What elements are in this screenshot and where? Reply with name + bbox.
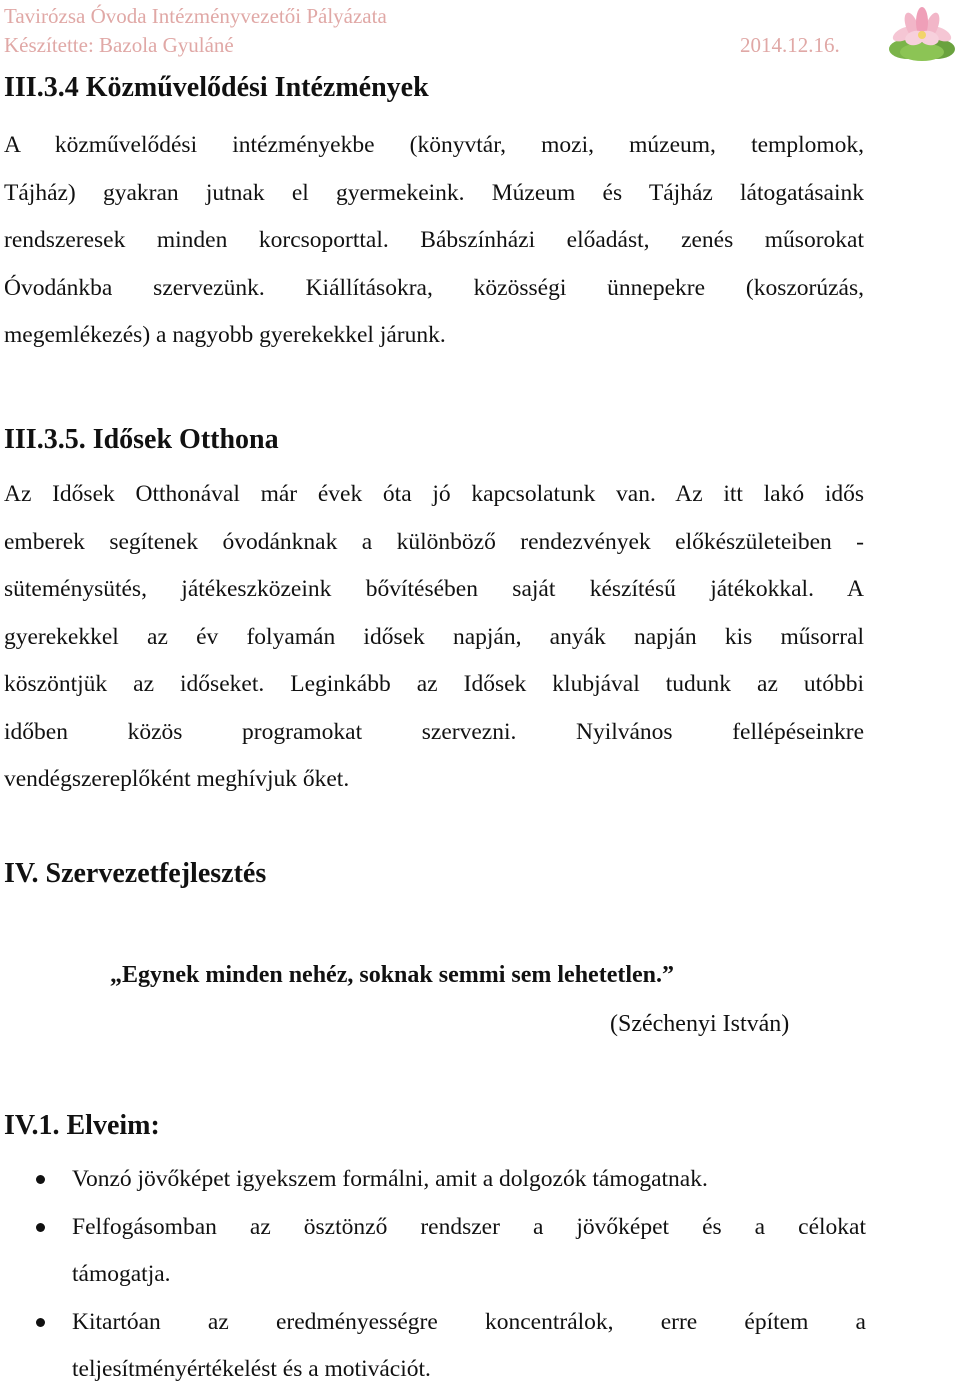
section-heading-elveim: IV.1. Elveim: [4,1110,160,1141]
paragraph-line: időben közös programokat szervezni. Nyilvános fellépéseinkre [4,718,864,745]
paragraph-line: vendégszereplőként meghívjuk őket. [4,766,350,792]
list-item-line: Kitartóan az eredményességre koncentrálok, erre építem a [72,1308,866,1335]
list-item [0,1299,866,1394]
paragraph-line: Óvodánkba szervezünk. Kiállításokra, közösségi ünnepekre (koszorúzás, [4,274,864,301]
section-heading-idosek-otthona: III.3.5. Idősek Otthona [4,424,279,455]
paragraph-line: köszöntjük az időseket. Leginkább az Idősek klubjával tudunk az utóbbi [4,671,864,697]
paragraph-idosek-otthona [4,471,864,804]
list-item-line: Vonzó jövőképet igyekszem formálni, amit a dolgozók támogatnak. [72,1166,708,1192]
paragraph-line: emberek segítenek óvodánknak a különböző rendezvények előkészületeiben - [4,528,864,555]
paragraph-line: A közművelődési intézményekbe (könyvtár, mozi, múzeum, templomok, [4,132,864,158]
bullet-dot-icon [36,1223,45,1232]
list-item [0,1156,866,1204]
section-heading-szervezetfejlesztes: IV. Szervezetfejlesztés [4,858,267,889]
bullet-dot-icon [36,1318,45,1327]
paragraph-kozmuvelodesi [4,122,864,360]
paragraph-line: süteménysütés, játékeszközeink bővítésében saját készítésű játékokkal. A [4,576,864,602]
header-date: 2014.12.16. [740,33,840,57]
lotus-flower-icon [888,4,956,64]
principles-list [0,1156,866,1394]
list-item-line: teljesítményértékelést és a motivációt. [72,1356,431,1382]
paragraph-line: Az Idősek Otthonával már évek óta jó kapcsolatunk van. Az itt lakó idős [4,481,864,507]
quote-text: „Egynek minden nehéz, soknak semmi sem lehetetlen.” [110,962,674,988]
paragraph-line: gyerekekkel az év folyamán idősek napján, anyák napján kis műsorral [4,623,864,650]
quote-author: (Széchenyi István) [610,1011,790,1037]
paragraph-line: Tájház) gyakran jutnak el gyermekeink. Múzeum és Tájház látogatásaink [4,179,864,206]
list-item-line: támogatja. [72,1261,171,1287]
paragraph-line: rendszeresek minden korcsoporttal. Bábszínházi előadást, zenés műsorokat [4,227,864,253]
header-title: Tavirózsa Óvoda Intézményvezetői Pályázata [4,4,387,28]
bullet-dot-icon [36,1175,45,1184]
header-author: Készítette: Bazola Gyuláné [4,33,234,57]
list-item-line: Felfogásomban az ösztönző rendszer a jövőképet és a célokat [72,1213,866,1240]
section-heading-kozmuvelodesi: III.3.4 Közművelődési Intézmények [4,72,429,103]
page-header [4,4,954,64]
paragraph-line: megemlékezés) a nagyobb gyerekekkel járunk. [4,322,446,348]
list-item [0,1204,866,1299]
